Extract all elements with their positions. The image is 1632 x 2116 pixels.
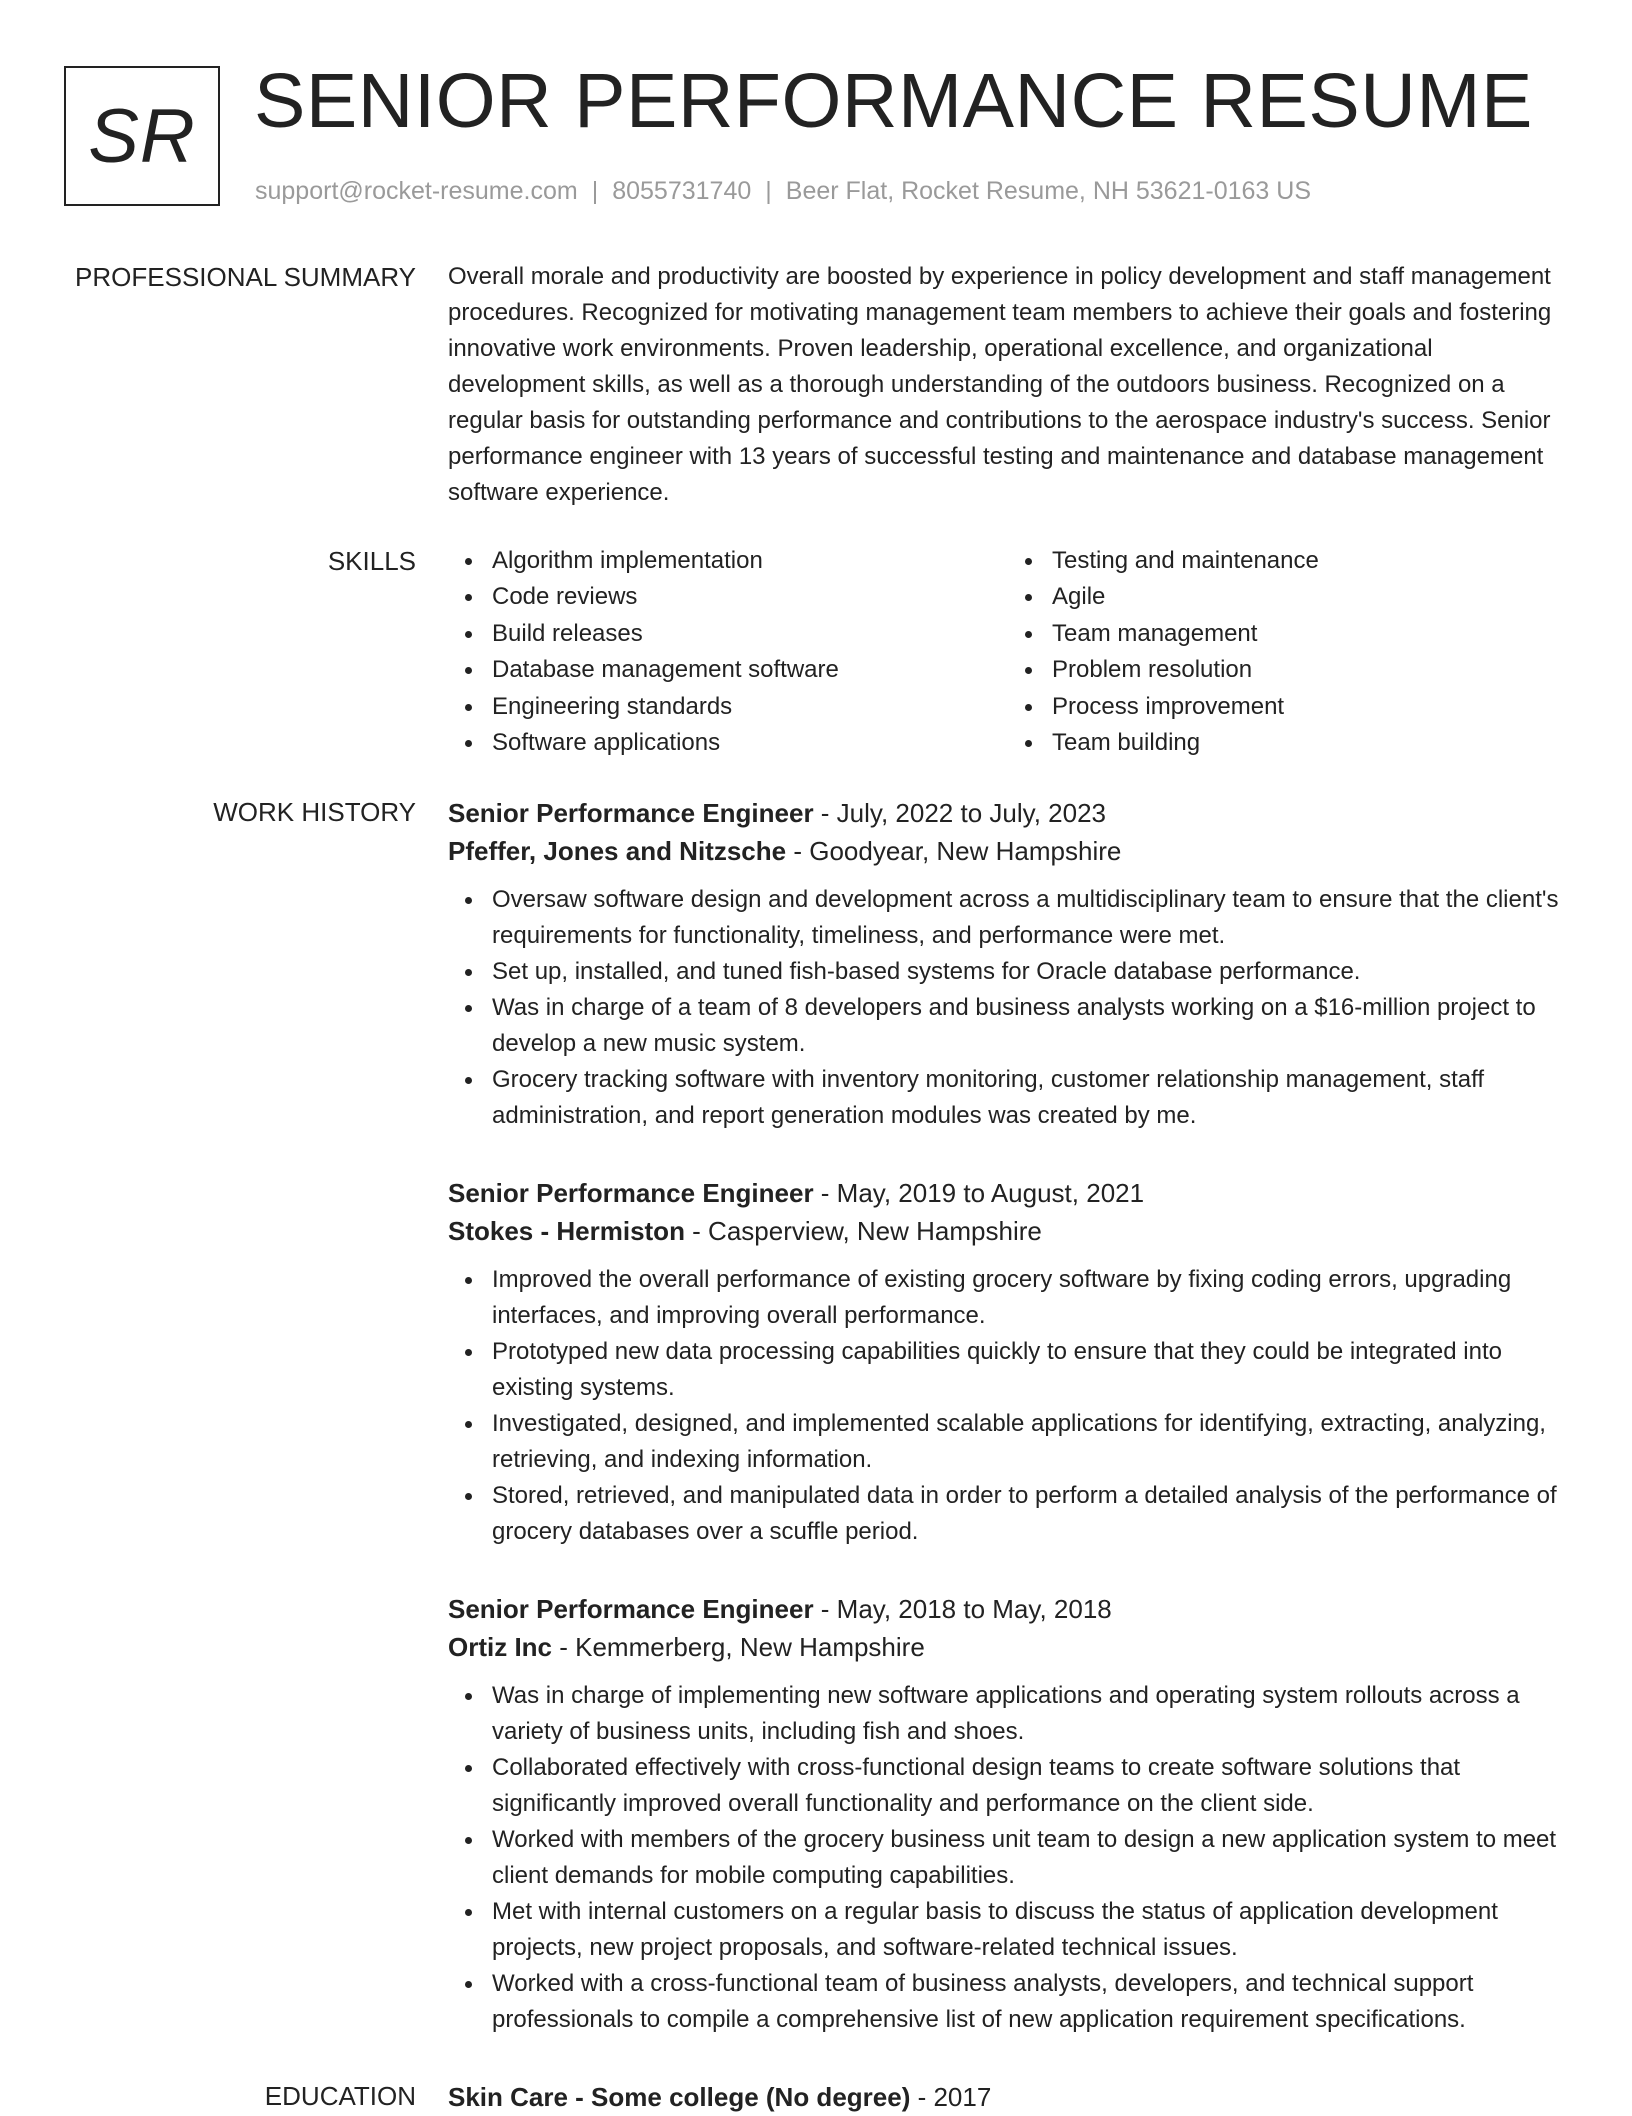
skill-item: Database management software [492,652,1008,688]
job-location: - Kemmerberg, New Hampshire [552,1632,925,1662]
skill-item: Problem resolution [1052,652,1568,688]
job-bullet: Improved the overall performance of existing grocery software by fixing coding errors, upgrading interfaces, and improving overall performance. [492,1262,1568,1334]
job-bullet: Prototyped new data processing capabilities quickly to ensure that they could be integrated into existing systems. [492,1334,1568,1406]
job-title: Senior Performance Engineer [448,1594,814,1624]
contact-email: support@rocket-resume.com [255,177,578,205]
job-bullet: Oversaw software design and development across a multidisciplinary team to ensure that the client's requirements for functionality, timeliness, and performance were met. [492,882,1568,954]
skill-item: Build releases [492,616,1008,652]
job-bullet: Stored, retrieved, and manipulated data in order to perform a detailed analysis of the performance of grocery databases over a scuffle period. [492,1478,1568,1550]
resume-title: SENIOR PERFORMANCE RESUME [254,58,1533,144]
skill-item: Team management [1052,616,1568,652]
job-bullet: Collaborated effectively with cross-functional design teams to create software solutions that significantly improved overall functionality and performance on the client side. [492,1750,1568,1822]
job-title: Senior Performance Engineer [448,798,814,828]
job-bullet-list [448,1262,1568,1550]
job-bullet: Met with internal customers on a regular basis to discuss the status of application development projects, new project proposals, and software-related technical issues. [492,1894,1568,1966]
contact-separator: | [591,177,599,205]
contact-address: Beer Flat, Rocket Resume, NH 53621-0163 US [785,177,1312,205]
education-degree: Skin Care - Some college (No degree) [448,2082,911,2112]
skill-item: Team building [1052,725,1568,761]
section-heading-work-history: WORK HISTORY [213,797,416,827]
job-dates: - May, 2018 to May, 2018 [813,1594,1112,1624]
section-heading-education: EDUCATION [264,2081,416,2111]
job-bullet: Set up, installed, and tuned fish-based systems for Oracle database performance. [492,954,1568,990]
contact-line [255,176,1311,206]
skill-item: Agile [1052,579,1568,615]
job-bullet: Was in charge of implementing new software applications and operating system rollouts across a variety of business units, including fish and shoes. [492,1678,1568,1750]
skill-item: Engineering standards [492,689,1008,725]
job-bullet-list [448,882,1568,1134]
job-dates: - May, 2019 to August, 2021 [813,1178,1145,1208]
job-bullet: Worked with members of the grocery business unit team to design a new application system to meet client demands for mobile computing capabilities. [492,1822,1568,1894]
skill-item: Algorithm implementation [492,543,1008,579]
skill-item: Testing and maintenance [1052,543,1568,579]
education-year: - 2017 [910,2082,992,2112]
skills-list-left [448,543,1008,761]
job-bullet-list [448,1678,1568,2038]
job-bullet: Grocery tracking software with inventory monitoring, customer relationship management, staff administration, and report generation modules was created by me. [492,1062,1568,1134]
section-heading-summary: PROFESSIONAL SUMMARY [75,262,416,292]
skills-grid [448,543,1568,761]
job-location: - Goodyear, New Hampshire [786,836,1122,866]
summary-text: Overall morale and productivity are boosted by experience in policy development and staff management procedures. Recognized for motivating management team members to achieve their goals and fostering innovative work environments. Proven leadership, operational excellence, and organizational development skills, as well as a thorough understanding of the outdoors business. Recognized on a regular basis for outstanding performance and contributions to the aerospace industry's success. Senior performance engineer with 13 years of successful testing and maintenance and database management software experience. [448,263,1552,506]
skill-item: Code reviews [492,579,1008,615]
job-bullet: Worked with a cross-functional team of business analysts, developers, and technical support professionals to compile a comprehensive list of new application requirement specifications. [492,1966,1568,2038]
contact-separator: | [765,177,772,205]
job-bullet: Was in charge of a team of 8 developers and business analysts working on a $16-million project to develop a new music system. [492,990,1568,1062]
section-heading-skills: SKILLS [327,546,416,576]
monogram-logo: SR [64,66,220,206]
job-company: Ortiz Inc [448,1632,553,1662]
skills-list-right [1008,543,1568,761]
skill-item: Software applications [492,725,1008,761]
skill-item: Process improvement [1052,689,1568,725]
contact-phone: 8055731740 [612,177,752,205]
job-bullet: Investigated, designed, and implemented scalable applications for identifying, extracting, analyzing, retrieving, and indexing information. [492,1406,1568,1478]
job-dates: - July, 2022 to July, 2023 [813,798,1106,828]
job-company: Stokes - Hermiston [448,1216,685,1246]
job-title: Senior Performance Engineer [448,1178,814,1208]
job-location: - Casperview, New Hampshire [684,1216,1042,1246]
job-company: Pfeffer, Jones and Nitzsche [448,836,787,866]
